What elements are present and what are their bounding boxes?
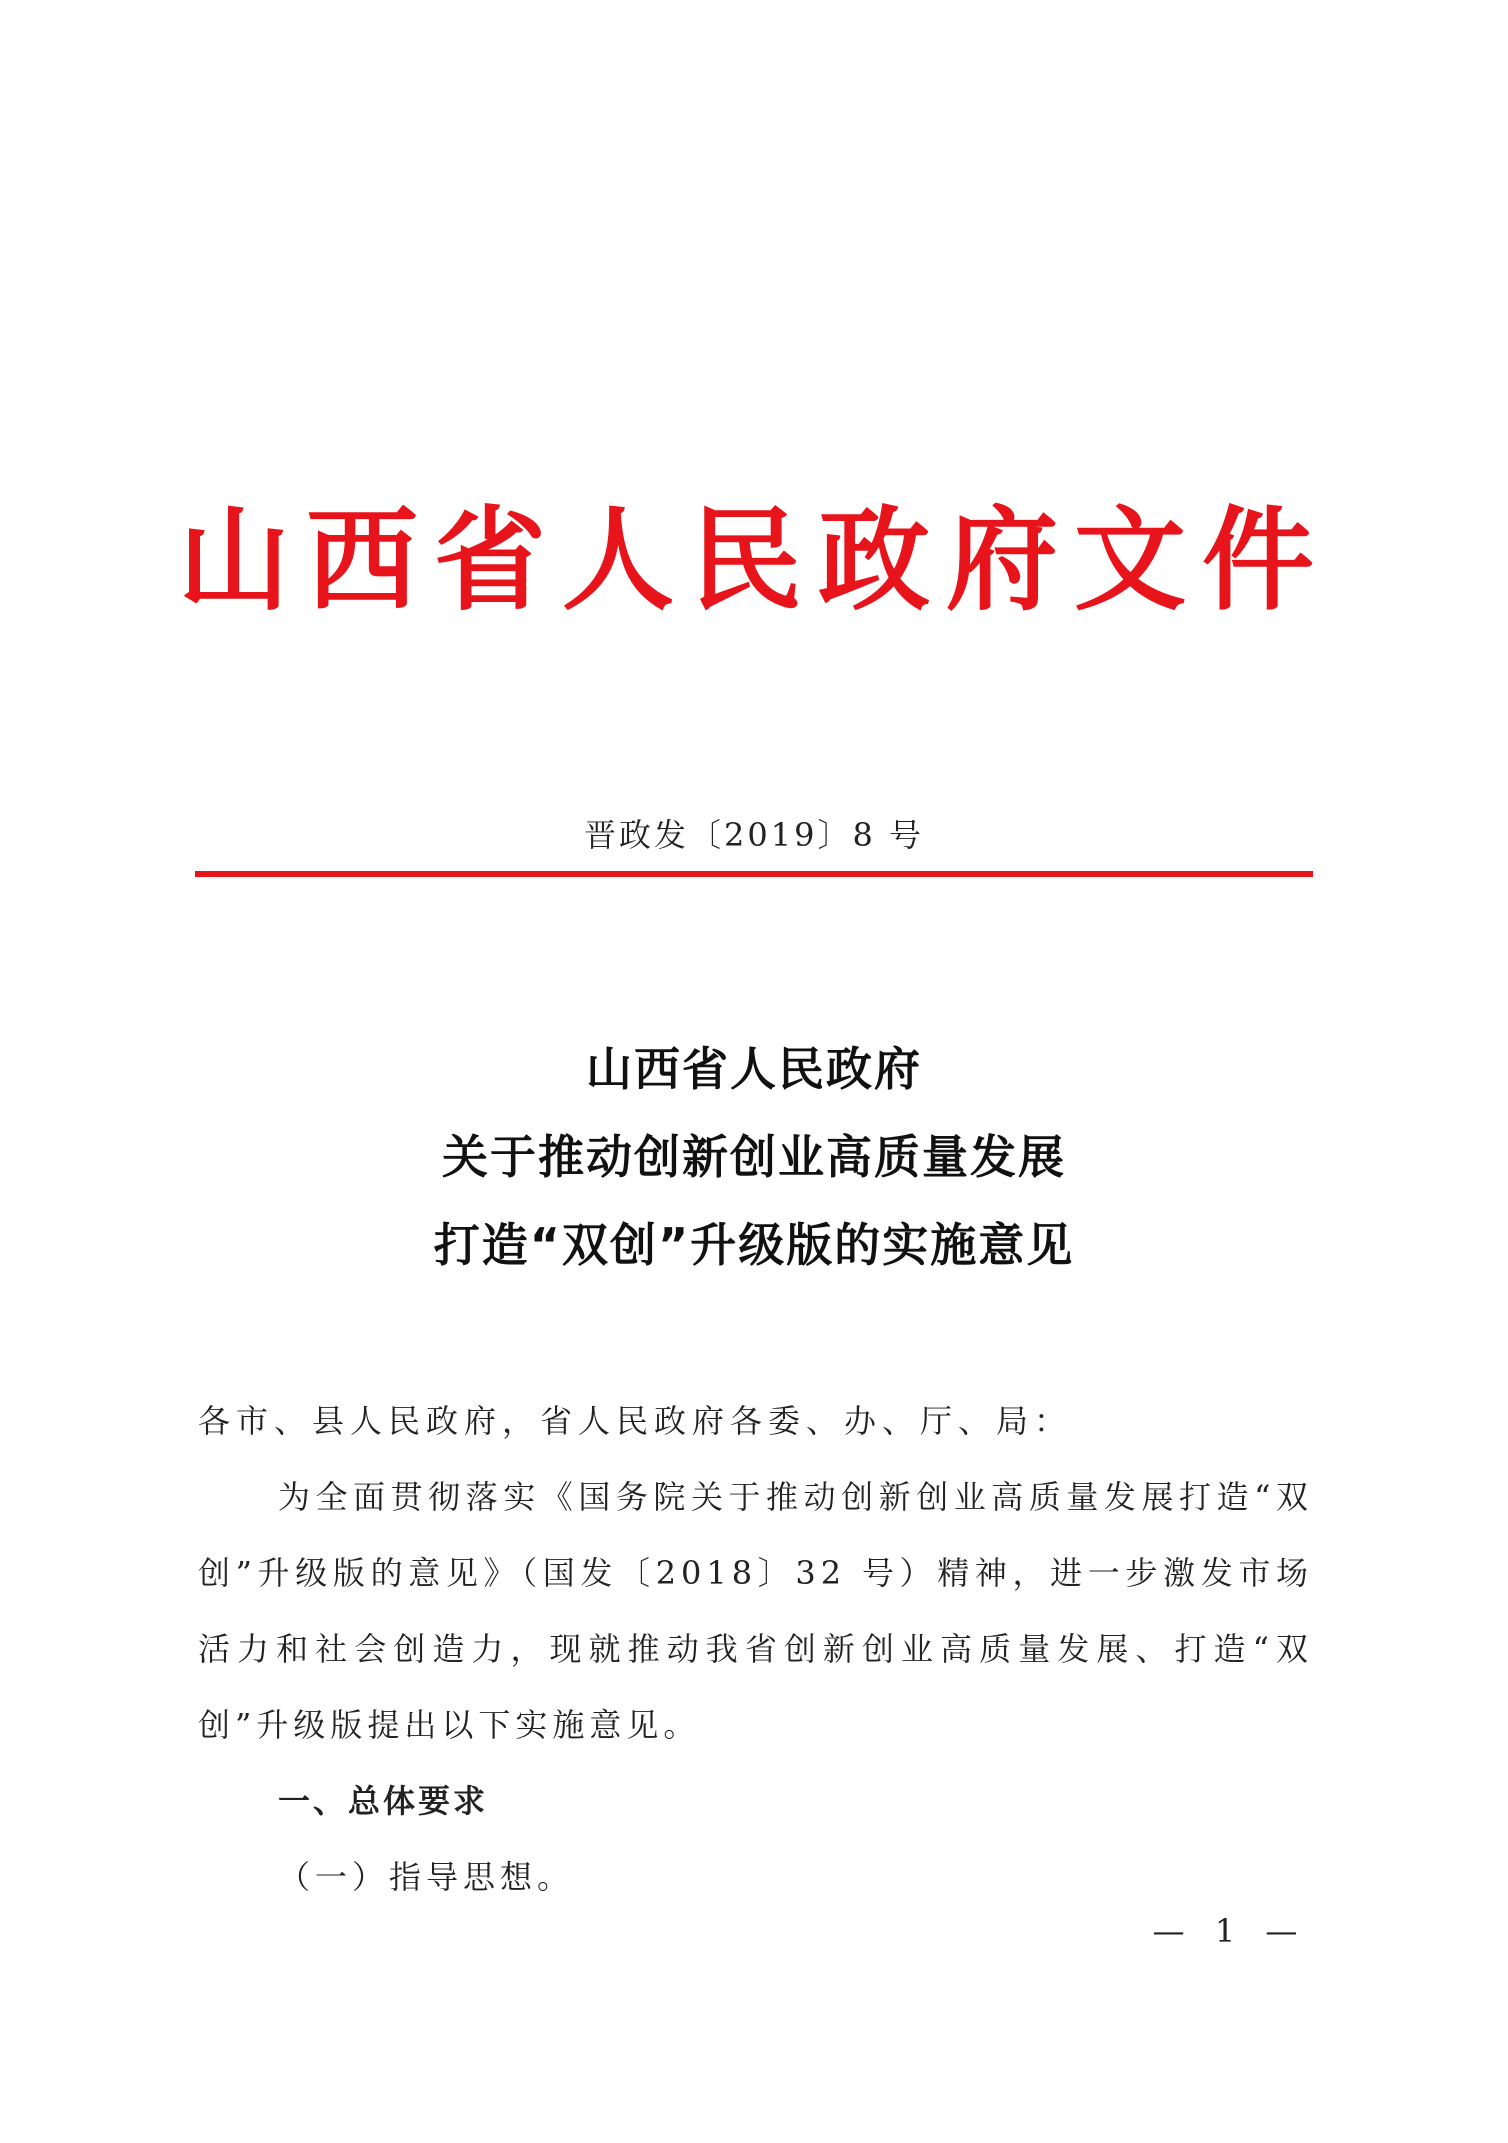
page-number: — 1 — xyxy=(1152,1912,1308,1950)
subsection-heading: （一）指导思想。 xyxy=(278,1858,575,1896)
salutation: 各市、县人民政府，省人民政府各委、办、厅、局： xyxy=(198,1402,1073,1440)
section-heading: 一、总体要求 xyxy=(278,1782,489,1820)
document-title xyxy=(0,1025,1508,1289)
title-line-2: 关于推动创新创业高质量发展 xyxy=(442,1130,1066,1184)
title-line-3: 打造“双创”升级版的实施意见 xyxy=(433,1218,1075,1272)
document-number: 晋政发〔2019〕8 号 xyxy=(584,816,924,854)
masthead-title: 山西省人民政府文件 xyxy=(178,496,1330,626)
intro-paragraph: 为全面贯彻落实《国务院关于推动创新创业高质量发展打造“双创”升级版的意见》（国发〔2018〕32 号）精神，进一步激发市场活力和社会创造力，现就推动我省创新创业高质量发展、打造“双创”升级版提出以下实施意见。 xyxy=(198,1478,1313,1744)
red-separator-line xyxy=(195,871,1313,877)
title-line-1: 山西省人民政府 xyxy=(586,1042,922,1096)
document-body xyxy=(198,1383,1313,1915)
